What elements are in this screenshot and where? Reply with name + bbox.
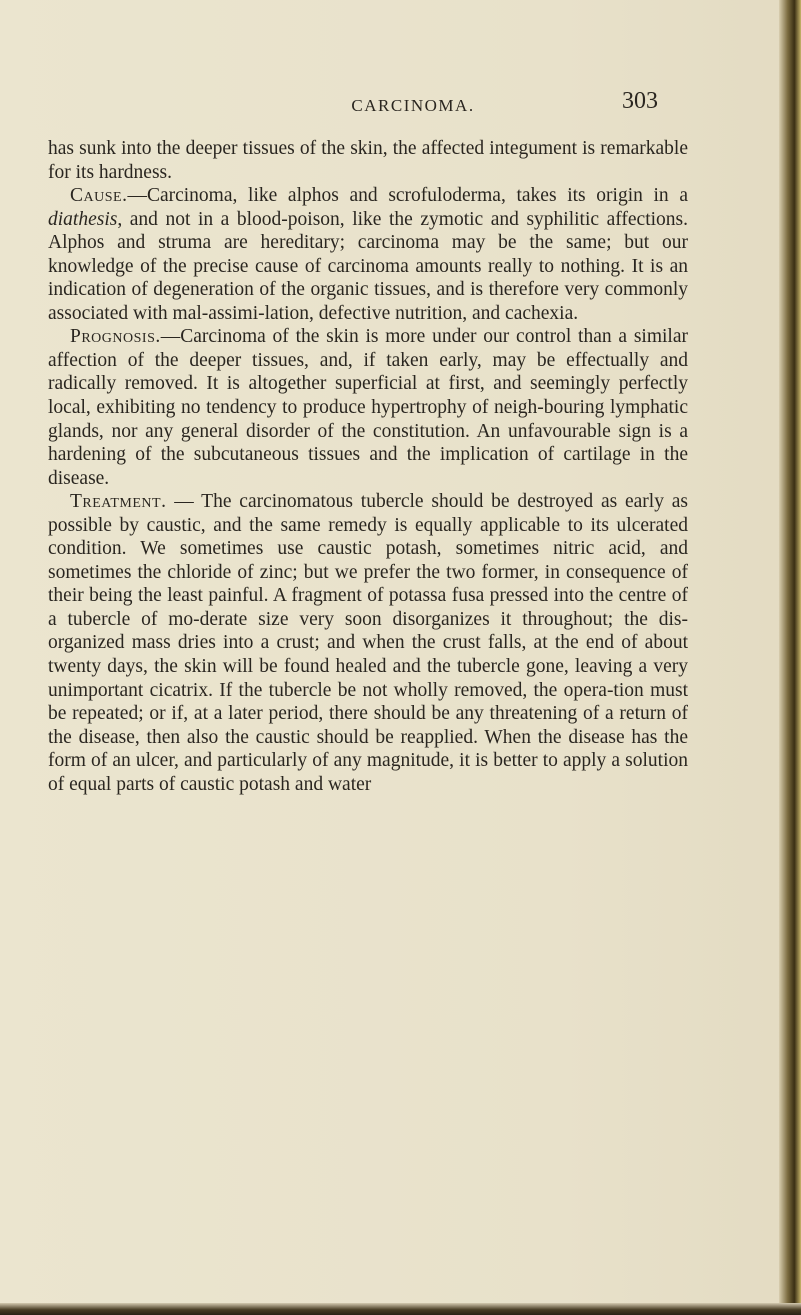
paragraph-text: has sunk into the deeper tissues of the skin, the affected integument is remarkable for its hardness.	[48, 138, 688, 183]
running-title: CARCINOMA.	[351, 96, 475, 115]
paragraph-text: —Carcinoma, like alphos and scrofuloderma, takes its origin in a	[127, 185, 688, 207]
emphasis-term: diathesis	[48, 208, 118, 230]
page-header	[168, 88, 658, 124]
section-heading-cause: Cause.	[70, 185, 128, 207]
page-number: 303	[622, 88, 658, 114]
paragraph-cause	[48, 184, 688, 325]
paragraph-prognosis	[48, 325, 688, 490]
page-edge-bottom	[0, 1303, 801, 1315]
paragraph-intro	[48, 137, 688, 184]
paragraph-text: , and not in a blood-poison, like the zymotic and syphilitic affections. Alphos and struma are hereditary; carcinoma may be the same; but our knowledge of the precise cause of carcinoma amounts really to nothing. It is an indication of degeneration of the organic tissues, and is therefore very commonly associated with mal-assimi-lation, defective nutrition, and cachexia.	[48, 208, 688, 324]
paragraph-treatment	[48, 490, 688, 796]
section-heading-prognosis: Prognosis.	[70, 326, 161, 348]
paragraph-text: — The carcinomatous tubercle should be destroyed as early as possible by caustic, and the same remedy is equally applicable to its ulcerated condition. We sometimes use caustic potash, sometimes nitric acid, and sometimes the chloride of zinc; but we prefer the two former, in consequence of their being the least painful. A fragment of potassa fusa pressed into the centre of a tubercle of mo-derate size very soon disorganizes it throughout; the dis-organized mass dries into a crust; and when the crust falls, at the end of about twenty days, the skin will be found healed and the tubercle gone, leaving a very unimportant cicatrix. If the tubercle be not wholly removed, the opera-tion must be repeated; or if, at a later period, there should be any threatening of a return of the disease, then also the caustic should be reapplied. When the disease has the form of an ulcer, and particularly of any magnitude, it is better to apply a solution of equal parts of caustic potash and water	[48, 491, 688, 795]
paragraph-text: —Carcinoma of the skin is more under our control than a similar affection of the deeper tissues, and, if taken early, may be effectually and radically removed. It is altogether superficial at first, and seemingly perfectly local, exhibiting no tendency to produce hypertrophy of neigh-bouring lymphatic glands, nor any general disorder of the constitution. An unfavourable sign is a hardening of the subcutaneous tissues and the implication of cartilage in the disease.	[48, 326, 688, 489]
section-heading-treatment: Treatment.	[70, 491, 167, 513]
body-text	[48, 137, 688, 796]
page-edge-right	[779, 0, 801, 1315]
